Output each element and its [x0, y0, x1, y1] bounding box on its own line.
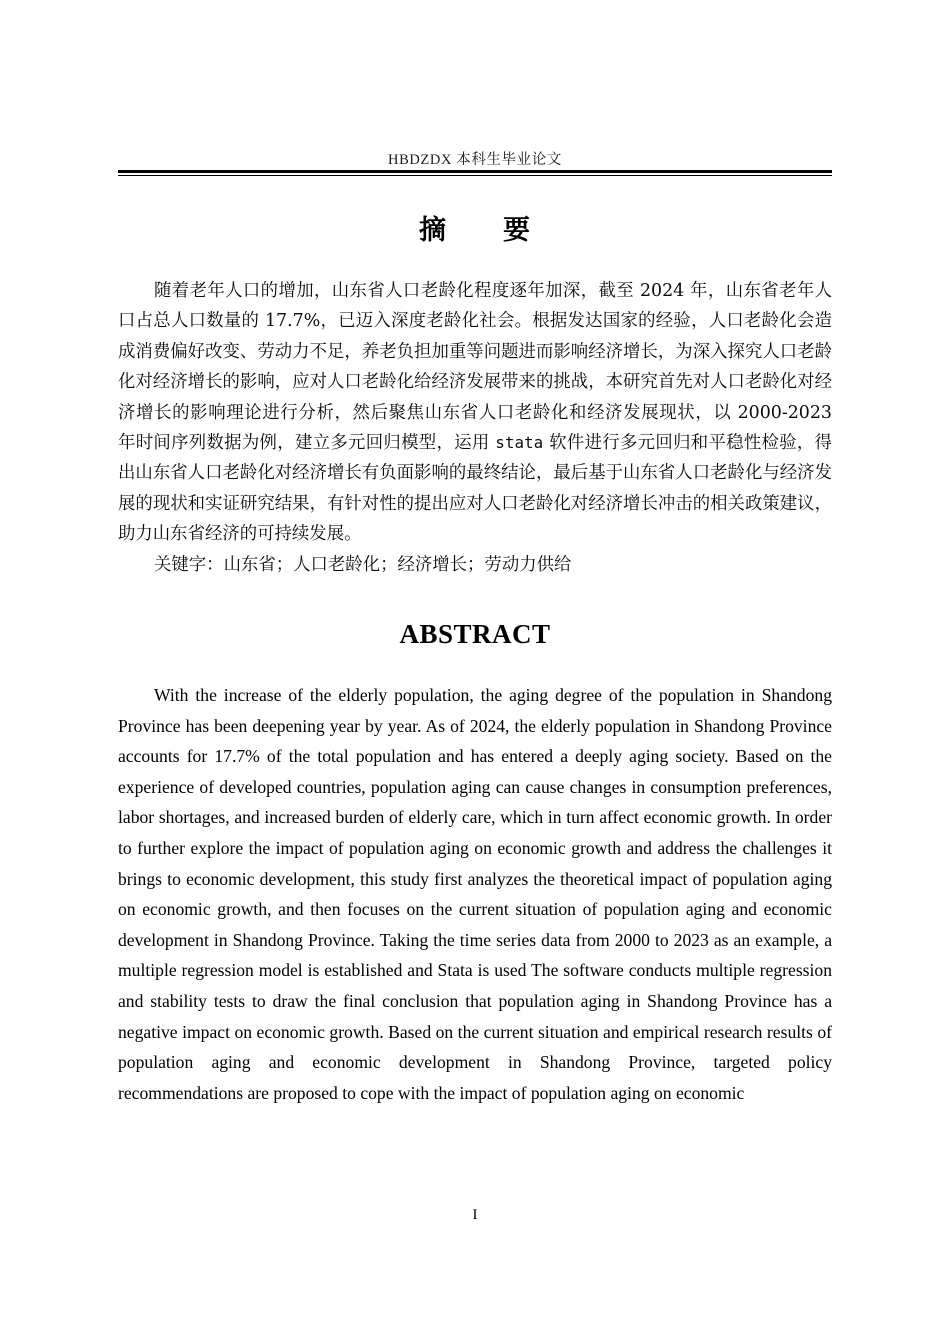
english-abstract-paragraph: With the increase of the elderly population, the aging degree of the population in Shandong Province has been deepening year by year. As of 2024, the elderly population in Shandong Province accounts for 17.7% of the total population and has entered a deeply aging society. Based on the experience of developed countries, population aging can cause changes in consumption preferences, labor shortages, and increased burden of elderly care, which in turn affect economic growth. In order to further explore the impact of population aging on economic growth and address the challenges it brings to economic development, this study first analyzes the theoretical impact of population aging on economic growth, and then focuses on the current situation of population aging and economic development in Shandong Province. Taking the time series data from 2000 to 2023 as an example, a multiple regression model is established and Stata is used The software conducts multiple regression and stability tests to draw the final conclusion that population aging in Shandong Province has a negative impact on economic growth. Based on the current situation and empirical research results of population aging and economic development in Shandong Province, targeted policy recommendations are proposed to cope with the impact of population aging on economic	[118, 685, 832, 1103]
page-content	[118, 200, 832, 1108]
chinese-abstract-paragraph	[118, 276, 832, 550]
header-rule-thin	[118, 175, 832, 176]
page-number: I	[472, 1207, 478, 1223]
chinese-abstract-text-part2: 软件进行多元回归和平稳性检验，得出山东省人口老龄化对经济增长有负面影响的最终结论，最后基于山东省人口老龄化与经济发展的现状和实证研究结果，有针对性的提出应对人口老龄化对经济增长冲击的相关政策建议，助力山东省经济的可持续发展。	[118, 433, 833, 545]
page-footer	[118, 1205, 832, 1225]
chinese-abstract-heading: 摘 要	[419, 215, 531, 246]
running-header-title: HBDZDX 本科生毕业论文	[388, 152, 562, 168]
chinese-abstract-text-part1: 随着老年人口的增加，山东省人口老龄化程度逐年加深，截至 2024 年，山东省老年人口占总人口数量的 17.7%，已迈入深度老龄化社会。根据发达国家的经验，人口老龄化会造成消费偏好改变、劳动力不足，养老负担加重等问题进而影响经济增长，为深入探究人口老龄化对经济增长的影响，应对人口老龄化给经济发展带来的挑战，本研究首先对人口老龄化对经济增长的影响理论进行分析，然后聚焦山东省人口老龄化和经济发展现状，以 2000-2023 年时间序列数据为例，建立多元回归模型，运用	[118, 281, 832, 454]
page-header	[118, 150, 832, 170]
header-double-rule	[118, 170, 832, 176]
software-name-stata: stata	[495, 434, 544, 453]
chinese-keywords-line: 关键字：山东省；人口老龄化；经济增长；劳动力供给	[154, 554, 572, 575]
english-abstract-heading: ABSTRACT	[399, 619, 551, 650]
